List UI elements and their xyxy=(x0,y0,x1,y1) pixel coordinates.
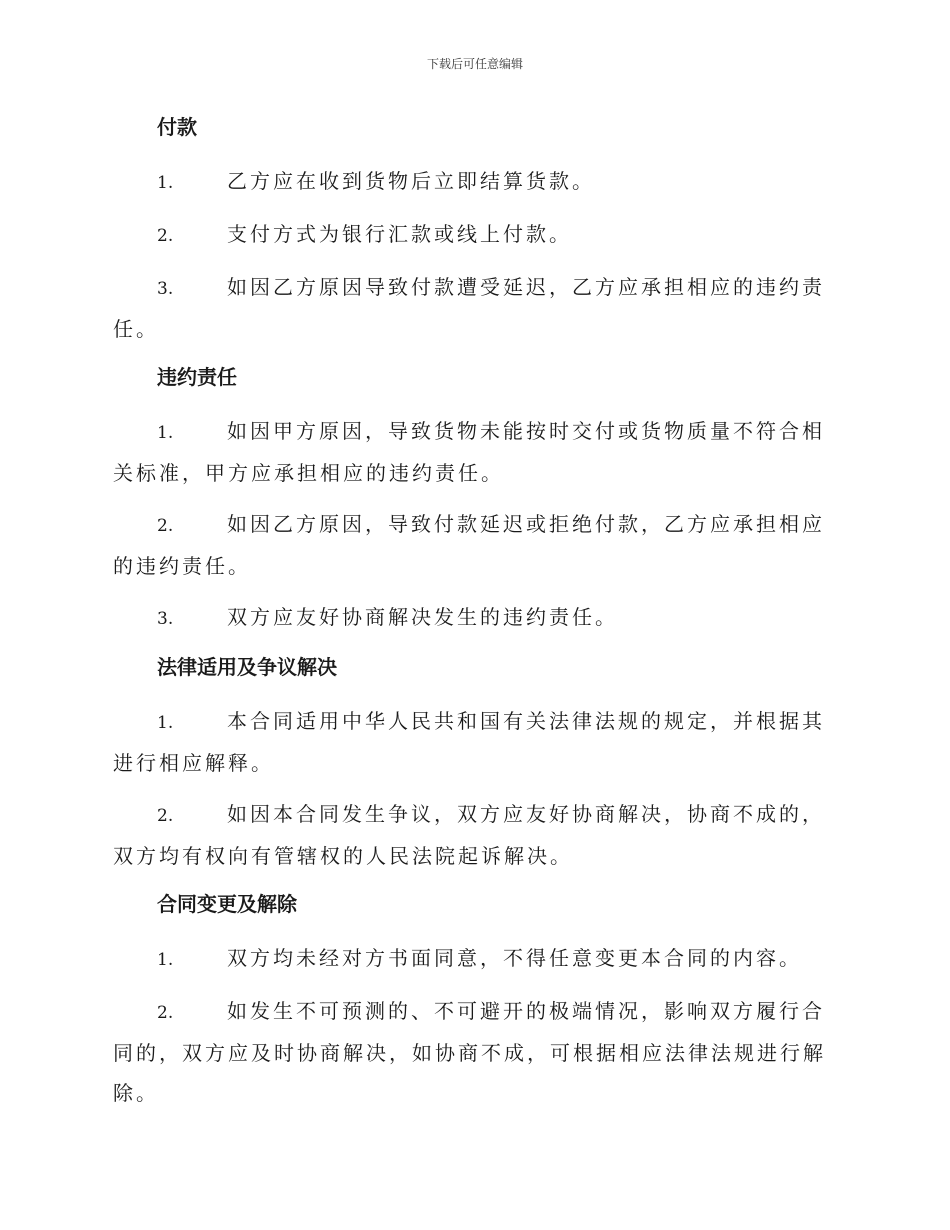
item-text: 本合同适用中华人民共和国有关法律法规的规定，并根据其进行相应解释。 xyxy=(113,709,825,775)
item-number: 1. xyxy=(157,950,174,970)
item-text: 双方均未经对方书面同意，不得任意变更本合同的内容。 xyxy=(227,946,802,970)
section-liability xyxy=(113,360,833,639)
item-text: 双方应友好协商解决发生的违约责任。 xyxy=(227,605,618,629)
item-text: 乙方应在收到货物后立即结算货款。 xyxy=(227,169,595,193)
section-payment xyxy=(113,110,833,349)
section-title: 付款 xyxy=(157,115,197,139)
section-title: 合同变更及解除 xyxy=(157,892,297,916)
list-item xyxy=(113,411,833,493)
item-number: 2. xyxy=(157,1003,174,1023)
item-number: 2. xyxy=(157,516,174,536)
item-text: 如发生不可预测的、不可避开的极端情况，影响双方履行合同的，双方应及时协商解决，如协商不成，可根据相应法律法规进行解除。 xyxy=(113,999,826,1105)
item-number: 3. xyxy=(157,279,174,299)
item-text: 如因乙方原因，导致付款延迟或拒绝付款，乙方应承担相应的违约责任。 xyxy=(113,512,825,578)
item-text: 如因本合同发生争议，双方应友好协商解决，协商不成的，双方均有权向有管辖权的人民法院起诉解决。 xyxy=(113,802,825,868)
list-item xyxy=(113,938,833,980)
list-item xyxy=(113,214,833,256)
section-title: 违约责任 xyxy=(157,365,237,389)
list-item xyxy=(113,701,833,783)
item-number: 1. xyxy=(157,713,174,733)
list-item xyxy=(113,794,833,876)
item-text: 如因乙方原因导致付款遭受延迟，乙方应承担相应的违约责任。 xyxy=(113,275,825,341)
list-item xyxy=(113,267,833,349)
item-number: 1. xyxy=(157,173,174,193)
section-law-disputes xyxy=(113,650,833,876)
item-text: 支付方式为银行汇款或线上付款。 xyxy=(227,222,572,246)
item-number: 1. xyxy=(157,423,174,443)
item-number: 2. xyxy=(157,226,174,246)
item-number: 3. xyxy=(157,609,174,629)
list-item xyxy=(113,161,833,203)
document-body xyxy=(113,110,833,1124)
item-number: 2. xyxy=(157,806,174,826)
list-item xyxy=(113,597,833,639)
item-text: 如因甲方原因，导致货物未能按时交付或货物质量不符合相关标准，甲方应承担相应的违约责任。 xyxy=(113,419,825,485)
section-amendment xyxy=(113,887,833,1113)
list-item xyxy=(113,991,833,1113)
list-item xyxy=(113,504,833,586)
section-title: 法律适用及争议解决 xyxy=(157,655,337,679)
page-header: 下载后可任意编辑 xyxy=(426,57,523,71)
